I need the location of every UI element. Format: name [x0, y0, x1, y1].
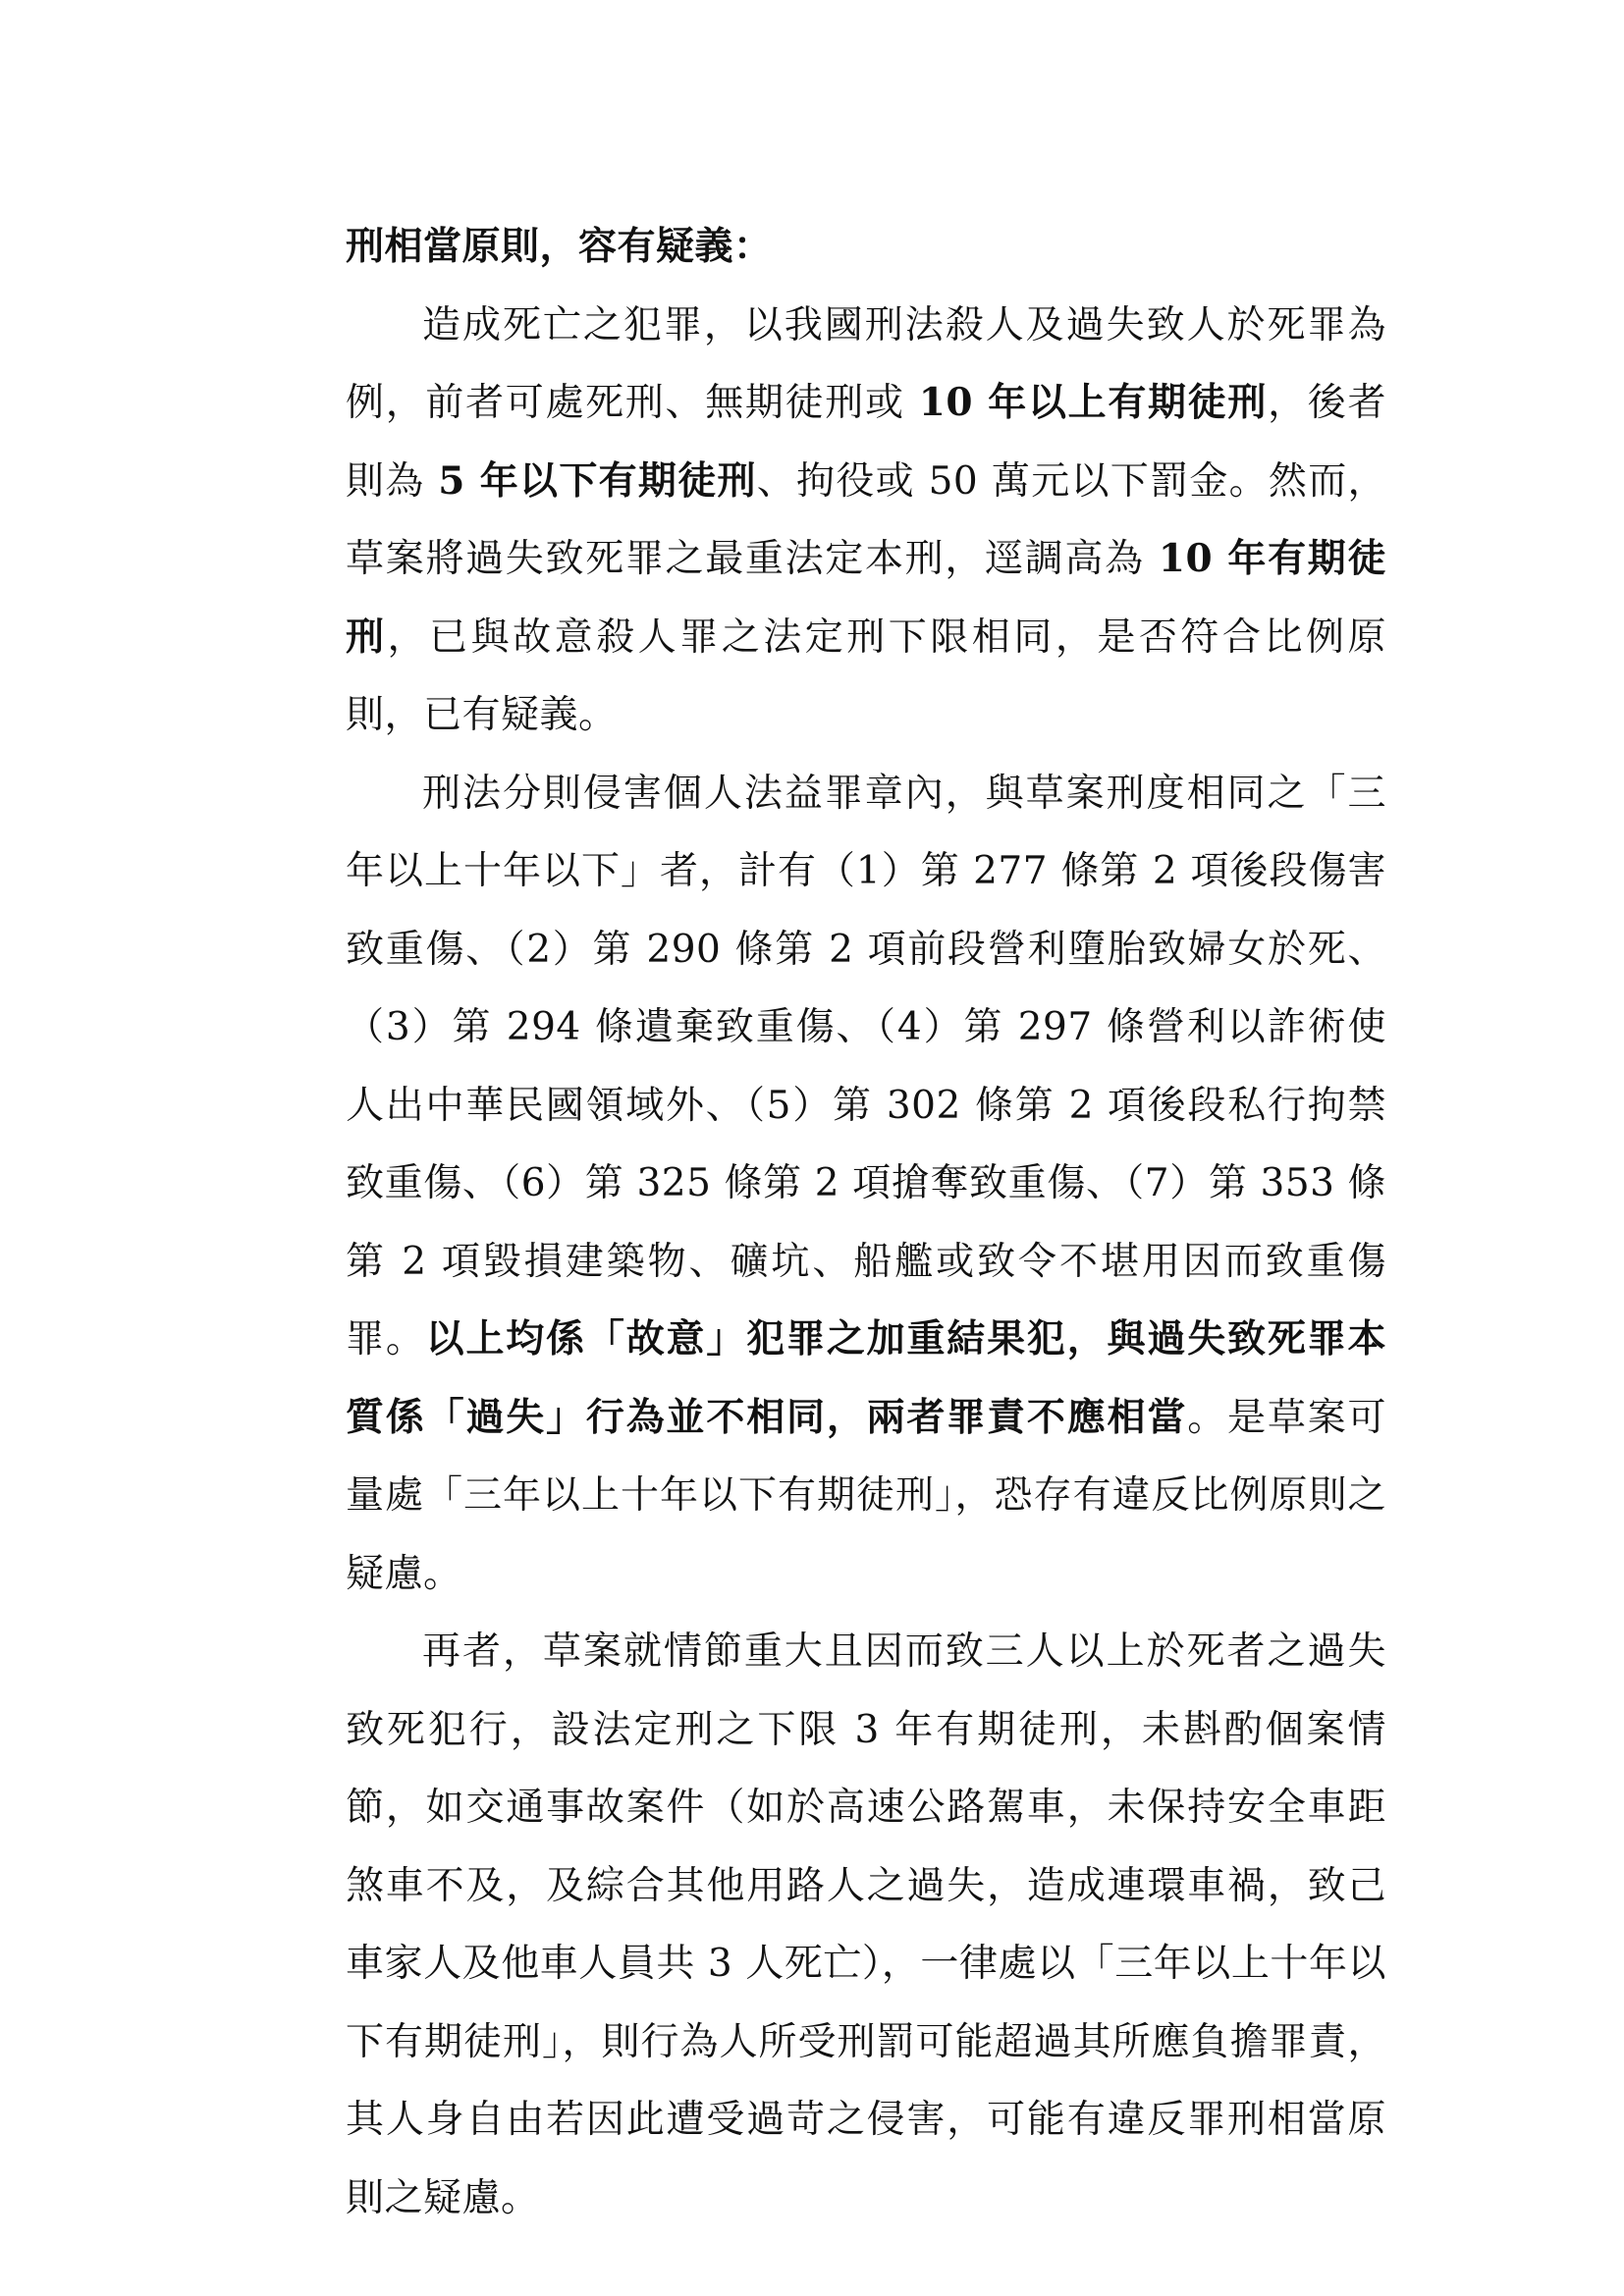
bold-text-run: 以上均係「故意」犯罪之加重結果犯，與過失致死罪本質係「過失」行為並不相同，兩者罪責不應相當: [346, 1316, 1386, 1440]
text-run: 。是草案可量處「三年以上十年以下有期徒刑」，恐存有違反比例原則之疑慮。: [346, 1395, 1386, 1596]
text-run: 再者，草案就情節重大且因而致三人以上於死者之過失致死犯行，設法定刑之下限 3 年有期徒刑，未斟酌個案情節，如交通事故案件（如於高速公路駕車，未保持安全車距煞車不及，及綜合其他用路人之過失，造成連環車禍，致己車家人及他車人員共 3 人死亡），一律處以「三年以上十年以下有期徒刑」，則行為人所受刑罰可能超過其所應負擔罪責，其人身自由若因此遭受過苛之侵害，可能有違反罪刑相當原則之疑慮。: [346, 1629, 1386, 2220]
text-run: 、拘役或 50 萬元以下罰金。然而，草案將過失致死罪之最重法定本刑，逕調高為: [346, 458, 1387, 581]
bold-text-run: 10 年以上有期徒刑: [918, 380, 1269, 425]
text-run: 造成死亡之犯罪，以我國刑法殺人及過失致人於死罪為例，前者可處死刑、無期徒刑或: [346, 302, 1386, 425]
text-run: ，已與故意殺人罪之法定刑下限相同，是否符合比例原則，已有疑義。: [346, 614, 1386, 737]
document-body: [346, 208, 1386, 2237]
bold-text-run: 5 年以下有期徒刑: [438, 457, 757, 504]
text-run: 刑法分則侵害個人法益罪章內，與草案刑度相同之「三年以上十年以下」者，計有（1）第 277 條第 2 項後段傷害致重傷、（2）第 290 條第 2 項前段營利墮胎致婦女於死、（3）第 294 條遺棄致重傷、（4）第 297 條營利以詐術使人出中華民國領域外、（5）第 302 條第 2 項後段私行拘禁致重傷、（6）第 325 條第 2 項搶奪致重傷、（7）第 353 條第 2 項毀損建築物、礦坑、船艦或致令不堪用因而致重傷罪。: [346, 771, 1386, 1362]
section-heading: 刑相當原則，容有疑義：: [346, 224, 773, 269]
text-run: ，後者則為: [346, 381, 1386, 504]
paragraph-2: [346, 755, 1386, 1614]
paragraph-3: [346, 1613, 1386, 2237]
paragraph-1: [346, 287, 1386, 755]
bold-text-run: 10 年有期徒刑: [346, 536, 1386, 660]
